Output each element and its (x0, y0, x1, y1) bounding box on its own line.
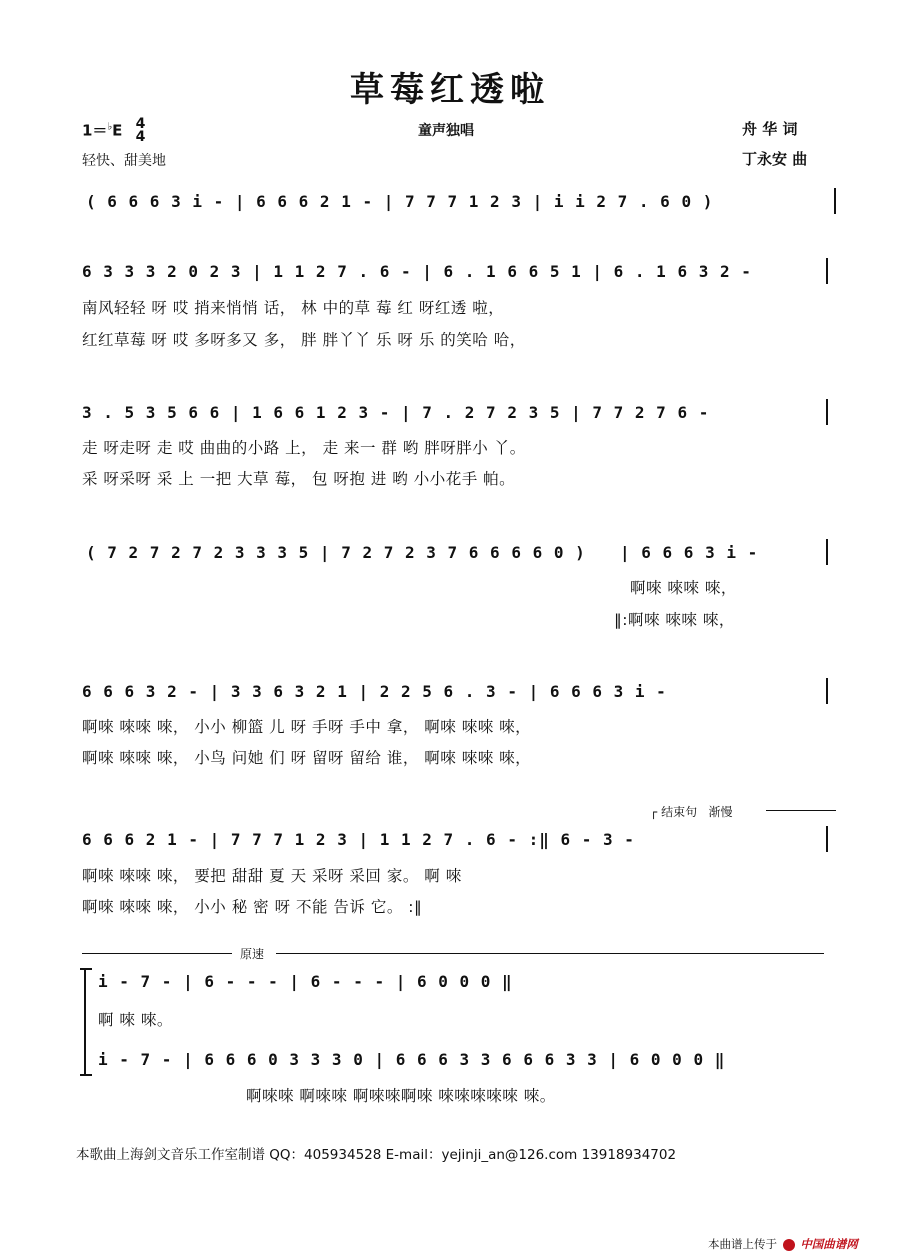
system-6-lyric-1: 啊唻 唻唻 唻， 要把 甜甜 夏 天 采呀 采回 家。 啊 唻 (82, 867, 462, 885)
credit-prefix: 本曲谱上传于 (708, 1237, 777, 1251)
tempo-marking: 轻快、甜美地 (82, 153, 166, 169)
barline (826, 539, 828, 565)
atempo-label: 原速 (240, 947, 265, 961)
time-top: 4 (135, 116, 146, 132)
upload-credit (708, 1236, 858, 1252)
system-5-lyric-1: 啊唻 唻唻 唻， 小小 柳篮 儿 呀 手呀 手中 拿， 啊唻 唻唻 唻， (82, 718, 532, 736)
ending-phrase-label: 结束句 (661, 805, 698, 819)
key-prefix: 1＝ (82, 121, 108, 140)
brace-bottom (80, 1074, 92, 1076)
system-4-notes-b: | 6 6 6 3 i - (620, 543, 759, 562)
system-2-lyric-1: 南风轻轻 呀 哎 捎来悄悄 话， 林 中的草 莓 红 呀红透 啦， (82, 299, 505, 317)
system-brace (84, 968, 86, 1076)
system-3-notes: 3 . 5 3 5 6 6 | 1 6 6 1 2 3 - | 7 . 2 7 2 3 5 | 7 7 2 7 6 - (82, 403, 710, 422)
system-3-lyric-1: 走 呀走呀 走 哎 曲曲的小路 上， 走 来一 群 哟 胖呀胖小 丫。 (82, 439, 526, 457)
ending-line (766, 810, 836, 811)
flat-sign: ♭ (107, 121, 113, 133)
system-7-upper-lyric: 啊 唻 唻。 (98, 1011, 173, 1029)
system-2-notes: 6 3 3 3 2 0 2 3 | 1 1 2 7 . 6 - | 6 . 1 6 6 5 1 | 6 . 1 6 3 2 - (82, 262, 752, 281)
site-logo-icon (783, 1239, 795, 1251)
system-5-lyric-2: 啊唻 唻唻 唻， 小鸟 问她 们 呀 留呀 留给 谁， 啊唻 唻唻 唻， (82, 749, 532, 767)
system-4-lyric-1: 啊唻 唻唻 唻， (630, 579, 737, 597)
barline (826, 826, 828, 852)
footer-info: 本歌曲上海剑文音乐工作室制谱 QQ：405934528 E-mail：yejinji_an@126.com 13918934702 (76, 1147, 677, 1163)
barline (826, 678, 828, 704)
key-note: E (112, 121, 123, 140)
system-6-lyric-2: 啊唻 唻唻 唻， 小小 秘 密 呀 不能 告诉 它。 :‖ (82, 898, 423, 916)
system-2-lyric-2: 红红草莓 呀 哎 多呀多又 多， 胖 胖丫丫 乐 呀 乐 的笑哈 哈， (82, 331, 526, 349)
system-7-lower-notes: i - 7 - | 6 6 6 0 3 3 3 0 | 6 6 6 3 3 6 6 6 3 3 | 6 0 0 0 ‖ (98, 1050, 726, 1069)
lyricist: 舟 华 词 (742, 120, 798, 138)
brace-top (80, 968, 92, 970)
time-signature (136, 118, 146, 144)
system-5-notes: 6 6 6 3 2 - | 3 3 6 3 2 1 | 2 2 5 6 . 3 - | 6 6 6 3 i - (82, 682, 667, 701)
performance-type: 童声独唱 (418, 123, 474, 139)
ritardando-label: 渐慢 (708, 805, 733, 819)
system-6-notes: 6 6 6 2 1 - | 7 7 7 1 2 3 | 1 1 2 7 . 6 - :‖ 6 - 3 - (82, 830, 635, 849)
system-3-lyric-2: 采 呀采呀 采 上 一把 大草 莓， 包 呀抱 进 哟 小小花手 帕。 (82, 470, 516, 488)
system-7-lower-lyric: 啊唻唻 啊唻唻 啊唻唻啊唻 唻唻唻唻唻 唻。 (246, 1087, 556, 1105)
system-4-notes: ( 7 2 7 2 7 2 3 3 3 5 | 7 2 7 2 3 7 6 6 6 6 0 ) (86, 543, 586, 562)
song-title: 草莓红透啦 (350, 70, 550, 110)
composer: 丁永安 曲 (742, 150, 808, 168)
key-signature (82, 118, 145, 144)
ending-label (650, 803, 733, 820)
atempo-line-left (82, 953, 232, 954)
atempo-line-right (276, 953, 824, 954)
system-4-lyric-2: ‖:啊唻 唻唻 唻， (614, 611, 735, 629)
barline (834, 188, 836, 214)
barline (826, 399, 828, 425)
ending-bracket-icon: ┌ (650, 805, 658, 819)
site-name: 中国曲谱网 (800, 1237, 858, 1251)
time-bottom: 4 (135, 129, 146, 145)
barline (826, 258, 828, 284)
system-7-upper-notes: i - 7 - | 6 - - - | 6 - - - | 6 0 0 0 ‖ (98, 972, 513, 991)
system-1-notes: ( 6 6 6 3 i - | 6 6 6 2 1 - | 7 7 7 1 2 3 | i i 2 7 . 6 0 ) (86, 192, 714, 211)
